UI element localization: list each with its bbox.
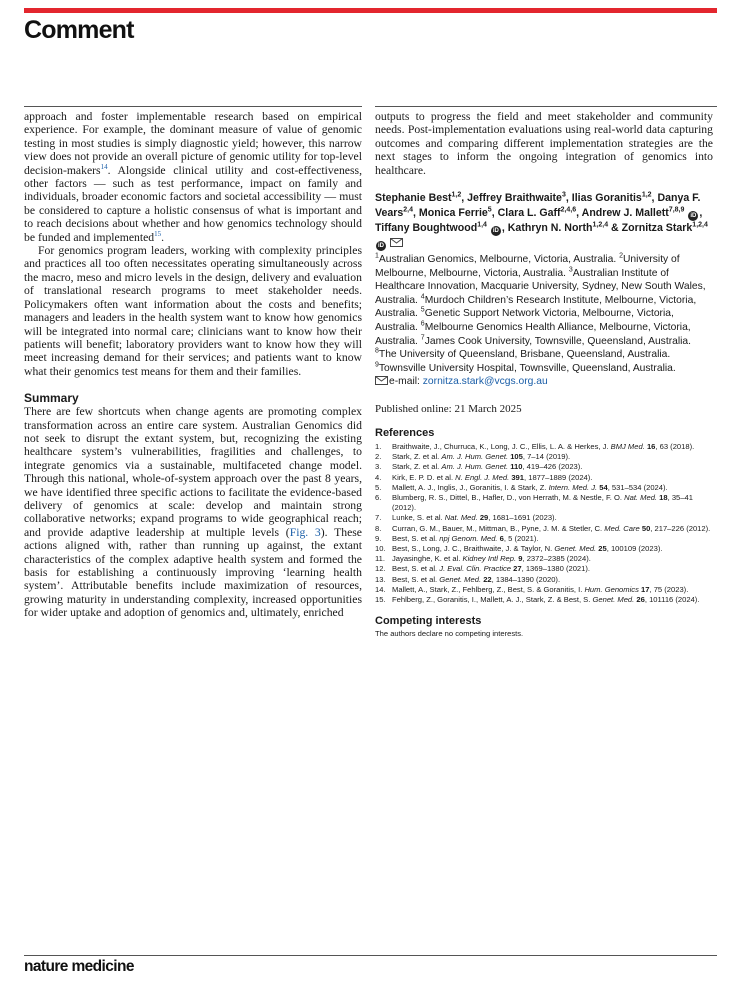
affiliation-number: 8 — [375, 347, 379, 355]
envelope-icon — [375, 376, 388, 385]
reference-volume: 50 — [641, 523, 651, 533]
section-label: Comment — [24, 16, 134, 44]
reference-text — [392, 493, 713, 513]
author-affiliation: 1,4 — [477, 221, 487, 229]
envelope-icon[interactable] — [390, 238, 403, 247]
orcid-icon[interactable]: iD — [690, 213, 697, 220]
reference-text — [392, 534, 713, 544]
author-name[interactable]: Andrew J. Mallett — [581, 207, 669, 220]
journal-logo: nature medicine — [24, 958, 134, 975]
reference-item — [375, 534, 713, 544]
reference-text — [392, 575, 713, 585]
reference-text — [392, 595, 713, 605]
reference-journal[interactable]: Nat. Med. — [444, 513, 478, 523]
reference-journal[interactable]: Genet. Med. — [554, 544, 597, 553]
reference-authors: Mallett, A. J., Inglis, J., Goranitis, I. & Stark, Z. — [392, 482, 549, 492]
reference-pages: , 7–14 (2019). — [522, 452, 571, 462]
reference-pages: , 1681–1691 (2023). — [488, 513, 557, 523]
author-affiliation: 2,4,6 — [560, 206, 577, 214]
author-separator: , — [413, 207, 419, 220]
reference-journal[interactable]: Am. J. Hum. Genet. — [441, 462, 509, 472]
reference-volume: 9 — [518, 554, 523, 564]
reference-number: 15. — [375, 595, 386, 605]
author-affiliation: 7,8,9 — [668, 206, 685, 214]
affiliation-number: 4 — [420, 293, 425, 301]
affiliation-text: University of Melbourne, Melbourne, Victoria, Australia. — [375, 254, 680, 279]
reference-text — [392, 554, 713, 564]
reference-journal[interactable]: Kidney Intl Rep. — [462, 554, 517, 564]
reference-number: 14. — [375, 584, 386, 594]
reference-number: 9. — [375, 533, 382, 543]
reference-authors: Kirk, E. P. D. et al. — [392, 472, 456, 482]
reference-number: 13. — [375, 574, 386, 584]
affiliation-number: 9 — [375, 361, 379, 369]
summary-heading: Summary — [24, 391, 79, 406]
reference-item — [375, 524, 713, 534]
reference-text — [392, 462, 713, 472]
left-column-rule — [24, 106, 362, 107]
affiliation-number: 1 — [375, 252, 379, 260]
reference-number: 12. — [375, 564, 386, 574]
reference-authors: Stark, Z. et al. — [392, 452, 442, 462]
references-heading: References — [375, 426, 435, 439]
reference-authors: Lunke, S. et al. — [392, 513, 445, 523]
paragraph: There are few shortcuts when change agents are promoting complex transformation across an entire care system. Australian Genomics did not seek to disrupt the extant system, but, recognizing the existing healthcare system’s vulnerabilities, fragilities and challenges, to integrate genomics via a sustainable, multifaceted change model. Through this national, whole-of-system approach over the past 8 years, we have identified three specific actions to facilitate the evidence-based delivery of genomics at scale: develop and maintain strong collaborative networks; expand programs to wide geographical reach; and provide adaptive leadership at multiple levels (Fig. 3). These actions aligned with, rather than running up against, the extant characteristics of the complex adaptive health system and formed the basis for establishing a continuously improving ‘learning health system’. Attributable benefits include maximization of resources, growing maturity in understanding complexity, increased opportunities for wider uptake and adoption of genomics and, ultimately, enriched — [24, 405, 362, 620]
figure-link[interactable]: Fig. 3 — [289, 525, 321, 539]
reference-authors: Curran, G. M., Bauer, M., Mittman, B., Pyne, J. M. & Stetler, C. — [392, 523, 605, 533]
reference-journal[interactable]: Genet. Med. — [592, 595, 635, 605]
author-name[interactable]: Kathryn N. North — [507, 222, 593, 235]
reference-journal[interactable]: Hum. Genomics — [584, 584, 639, 594]
author-name[interactable]: Monica Ferrie — [418, 207, 488, 220]
reference-item — [375, 575, 713, 585]
author-affiliation: 1,2 — [451, 191, 462, 199]
reference-pages: , 531–534 (2024). — [607, 482, 668, 492]
reference-journal[interactable]: Nat. Med. — [624, 492, 658, 502]
email-link[interactable]: zornitza.stark@vcgs.org.au — [422, 376, 548, 388]
reference-pages: , 101116 (2024). — [644, 595, 700, 605]
reference-pages: , 5 (2021). — [503, 533, 539, 543]
reference-number: 2. — [375, 452, 382, 462]
author-name[interactable]: Jeffrey Braithwaite — [467, 192, 562, 205]
reference-volume: 27 — [513, 564, 522, 574]
affiliation-text: Melbourne Genomics Health Alliance, Melbourne, Victoria, Australia. — [375, 322, 691, 347]
reference-item — [375, 564, 713, 574]
competing-interests-heading: Competing interests — [375, 615, 482, 628]
reference-number: 6. — [375, 492, 382, 502]
author-affiliation: 2,4 — [403, 206, 414, 214]
reference-text — [392, 585, 713, 595]
author-name[interactable]: Zornitza Stark — [621, 222, 693, 235]
reference-text — [392, 564, 713, 574]
author-separator: , — [699, 207, 703, 220]
author-name[interactable]: Clara L. Gaff — [497, 207, 561, 220]
reference-authors: Stark, Z. et al. — [392, 462, 442, 472]
citation-15[interactable]: 15 — [154, 229, 162, 238]
affiliations — [375, 253, 713, 375]
reference-item — [375, 452, 713, 462]
reference-authors: Mallett, A., Stark, Z., Fehlberg, Z., Best, S. & Goranitis, I. — [392, 584, 585, 594]
reference-authors: Best, S. et al. — [392, 533, 440, 543]
author-separator: & — [608, 222, 622, 235]
paragraph: For genomics program leaders, working with complexity principles and practices all too often necessitates operating simultaneously across the macro, meso and micro levels in the design, delivery and evaluation of translational research programs to meet stakeholder needs. Policymakers often want information about the costs and benefits; managers and leaders in the health system want to know how genomics will be integrated into normal care; clinicians want to know how their patients will benefit; laboratory providers want to know how they will meet increasing demand for their services; and patients want to know what their genomics test means for them and their families. — [24, 244, 362, 378]
reference-pages: , 2372–2385 (2024). — [522, 554, 591, 564]
reference-item — [375, 473, 713, 483]
affiliation-text: James Cook University, Townsville, Queensland, Australia. — [424, 335, 692, 347]
reference-pages: , 63 (2018). — [655, 441, 695, 451]
reference-item — [375, 595, 713, 605]
reference-volume: 22 — [483, 574, 492, 584]
reference-text — [392, 473, 713, 483]
author-name[interactable]: Danya F. Vears — [375, 192, 701, 220]
reference-volume: 18 — [659, 492, 668, 502]
reference-number: 1. — [375, 441, 382, 451]
paragraph: outputs to progress the field and meet stakeholder and community needs. Post-implementation evaluations using real-world data capturing outcomes and comparing different implementation strategies are the next stages to inform the ongoing integration of genomics into healthcare. — [375, 110, 713, 177]
reference-authors: Jayasinghe, K. et al. — [392, 554, 463, 564]
affiliation-text: Australian Institute of Healthcare Innovation, Macquarie University, Sydney, New South Wales, Australia. — [375, 267, 706, 306]
affiliation-number: 2 — [619, 252, 623, 260]
author-affiliation: 3 — [561, 191, 566, 199]
author-name[interactable]: Stephanie Best — [375, 192, 452, 205]
reference-item — [375, 585, 713, 595]
reference-volume: 25 — [598, 544, 607, 553]
reference-volume: 105 — [510, 452, 523, 462]
reference-text — [392, 442, 713, 452]
reference-volume: 16 — [646, 441, 656, 451]
reference-number: 7. — [375, 513, 382, 523]
author-separator: , — [576, 207, 582, 220]
reference-journal[interactable]: Intern. Med. J. — [548, 482, 598, 492]
affiliation-text: Genetic Support Network Victoria, Melbourne, Victoria, Australia. — [375, 308, 674, 333]
affiliation-number: 3 — [568, 266, 573, 274]
right-column-rule — [375, 106, 717, 107]
reference-volume: 391 — [511, 472, 524, 482]
reference-authors: Fehlberg, Z., Goranitis, I., Mallett, A. J., Stark, Z. & Best, S. — [392, 595, 593, 605]
reference-number: 10. — [375, 544, 386, 553]
author-name[interactable]: Ilias Goranitis — [571, 192, 642, 205]
reference-volume: 29 — [479, 513, 489, 523]
competing-interests-text: The authors declare no competing interests. — [375, 629, 524, 639]
affiliation-text: Australian Genomics, Melbourne, Victoria, Australia. — [378, 254, 620, 266]
reference-pages: , 75 (2023). — [649, 584, 689, 594]
affiliation-number: 5 — [420, 306, 425, 314]
affiliation-number: 6 — [420, 320, 425, 328]
reference-authors: Best, S. et al. — [392, 564, 440, 574]
author-affiliation: 1,2,4 — [592, 221, 609, 229]
reference-number: 5. — [375, 482, 382, 492]
reference-item — [375, 544, 713, 554]
left-column — [24, 110, 362, 620]
reference-pages: , 100109 (2023). — [606, 544, 663, 553]
affiliation-text: The University of Queensland, Brisbane, Queensland, Australia. — [378, 349, 671, 361]
author-separator: , — [565, 192, 572, 205]
reference-volume: 110 — [510, 462, 523, 472]
reference-journal[interactable]: J. Eval. Clin. Practice — [439, 564, 512, 574]
author-separator: , — [651, 192, 658, 205]
affiliation-text: Murdoch Children’s Research Institute, Melbourne, Victoria, Australia. — [375, 294, 697, 320]
reference-pages: , 1369–1380 (2021). — [521, 564, 591, 574]
reference-journal[interactable]: Am. J. Hum. Genet. — [441, 452, 509, 462]
reference-text — [392, 452, 713, 462]
reference-item — [375, 483, 713, 493]
author-separator: , — [491, 207, 498, 220]
reference-number: 4. — [375, 472, 382, 482]
reference-journal[interactable]: BMJ Med. — [610, 441, 645, 451]
orcid-icon[interactable]: iD — [378, 243, 384, 250]
reference-authors: Braithwaite, J., Churruca, K., Long, J. C., Ellis, L. A. & Herkes, J. — [392, 441, 611, 451]
paragraph: approach and foster implementable research based on empirical experience. For example, the dominant measure of value of genomic testing in most studies is simply diagnostic yield; however, this narrow view does not provide an overall picture of genomic utility for top-level decision-makers$^{14}$. Alongside clinical utility and cost-effectiveness, other factors — such as test performance, impact on family and individuals, broader economic factors and societal accessibility — must be considered to capture a holistic consensus of what is important and to reach decisions about whether and how genomics technology should be funded and implemented$^{15}$. — [24, 110, 362, 244]
reference-item — [375, 493, 713, 513]
top-accent-bar — [24, 8, 717, 13]
reference-pages: , 1877–1889 (2024). — [524, 472, 593, 482]
author-list — [375, 191, 713, 251]
reference-number: 8. — [375, 523, 382, 533]
reference-authors: Best, S., Long, J. C., Braithwaite, J. & Taylor, N. — [392, 544, 555, 553]
reference-authors: Best, S. et al. — [392, 574, 440, 584]
reference-journal[interactable]: Genet. Med. — [439, 574, 482, 584]
author-separator: , — [501, 222, 508, 235]
reference-volume: 17 — [641, 584, 650, 594]
reference-volume: 26 — [636, 595, 645, 605]
published-date: Published online: 21 March 2025 — [375, 402, 522, 415]
reference-text — [392, 544, 713, 554]
footer-rule — [24, 955, 717, 956]
author-name[interactable]: Tiffany Boughtwood — [375, 222, 478, 235]
reference-journal[interactable]: N. Engl. J. Med. — [455, 472, 510, 482]
affiliation-text: Townsville University Hospital, Townsville, Queensland, Australia. — [378, 362, 676, 374]
reference-number: 3. — [375, 462, 382, 472]
reference-item — [375, 513, 713, 523]
reference-item — [375, 462, 713, 472]
affiliation-number: 7 — [420, 334, 425, 342]
email-line: e-mail: zornitza.stark@vcgs.org.au — [375, 375, 713, 389]
right-column — [375, 110, 713, 638]
reference-number: 11. — [375, 554, 385, 564]
author-affiliation: 1,2 — [641, 191, 652, 199]
reference-pages: , 419–426 (2023). — [522, 462, 583, 472]
reference-item — [375, 442, 713, 452]
author-affiliation: 5 — [487, 206, 492, 214]
reference-text — [392, 483, 713, 493]
reference-journal[interactable]: Med. Care — [604, 523, 640, 533]
reference-text — [392, 524, 713, 534]
reference-pages: , 1384–1390 (2020). — [491, 574, 561, 584]
author-separator: , — [461, 192, 468, 205]
reference-item — [375, 554, 713, 564]
reference-pages: , 217–226 (2012). — [650, 523, 711, 533]
reference-authors: Blumberg, R. S., Dittel, B., Hafler, D., von Herrath, M. & Nestle, F. O. — [392, 492, 625, 502]
reference-journal[interactable]: npj Genom. Med. — [439, 533, 498, 543]
reference-volume: 54 — [599, 482, 608, 492]
reference-text — [392, 513, 713, 523]
reference-volume: 6 — [499, 533, 504, 543]
orcid-icon[interactable]: iD — [492, 228, 499, 235]
reference-list — [375, 442, 713, 605]
reference-pages: , 35–41 (2012). — [392, 492, 693, 513]
author-affiliation: 1,2,4 — [692, 221, 708, 229]
citation-14[interactable]: 14 — [100, 162, 108, 171]
